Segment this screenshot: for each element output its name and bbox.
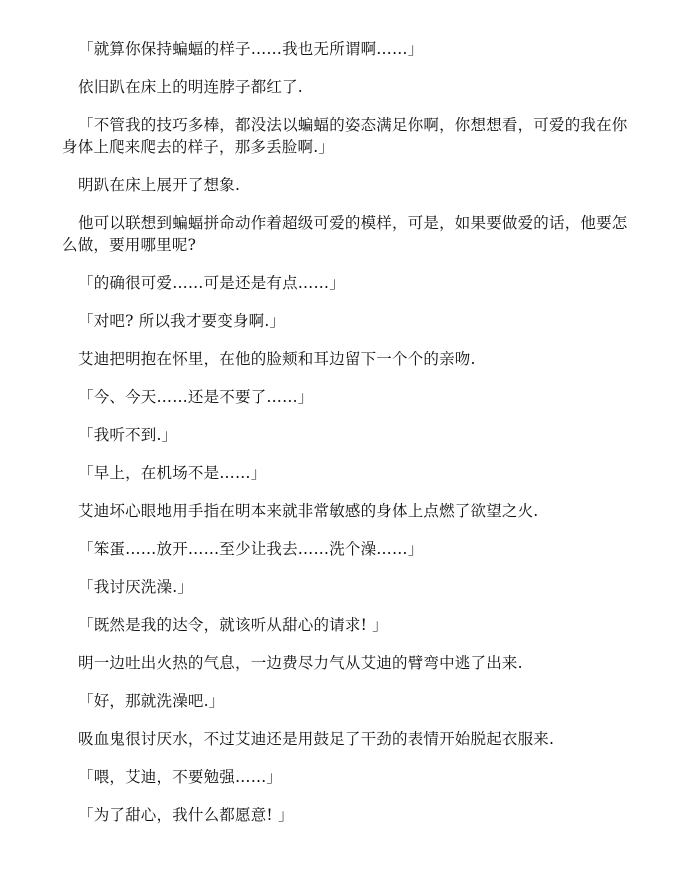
- body-text: [62, 38, 642, 842]
- paragraph-13: 「笨蛋……放开……至少让我去……洗个澡……」: [78, 540, 424, 558]
- paragraph-18: 吸血鬼很讨厌水，不过艾迪还是用鼓足了干劲的表情开始脱起衣服来.: [78, 730, 555, 748]
- paragraph-20: 「为了甜心，我什么都愿意! 」: [78, 806, 294, 824]
- paragraph-3: 「不管我的技巧多棒，都没法以蝙蝠的姿态满足你啊，你想想看，可爱的我在你身体上爬来爬去的样子，那多丢脸啊.」: [62, 116, 628, 156]
- paragraph-12: 艾迪坏心眼地用手指在明本来就非常敏感的身体上点燃了欲望之火.: [78, 502, 539, 520]
- paragraph-5: 他可以联想到蝙蝠拼命动作着超级可爱的模样，可是，如果要做爱的话，他要怎么做，要用哪里呢?: [62, 214, 628, 254]
- paragraph-8: 艾迪把明抱在怀里，在他的脸颊和耳边留下一个个的亲吻.: [78, 350, 476, 368]
- paragraph-11: 「早上，在机场不是……」: [78, 464, 267, 482]
- paragraph-1: 「就算你保持蝙蝠的样子……我也无所谓啊……」: [78, 40, 424, 58]
- paragraph-2: 依旧趴在床上的明连脖子都红了.: [78, 78, 303, 96]
- paragraph-14: 「我讨厌洗澡.」: [78, 578, 194, 596]
- paragraph-9: 「今、今天……还是不要了……」: [78, 388, 314, 406]
- paragraph-4: 明趴在床上展开了想象.: [78, 176, 241, 194]
- paragraph-15: 「既然是我的达令，就该听从甜心的请求! 」: [78, 616, 388, 634]
- paragraph-6: 「的确很可爱……可是还是有点……」: [78, 274, 345, 292]
- paragraph-10: 「我听不到.」: [78, 426, 178, 444]
- paragraph-16: 明一边吐出火热的气息，一边费尽力气从艾迪的臂弯中逃了出来.: [78, 654, 523, 672]
- paragraph-17: 「好，那就洗澡吧.」: [78, 692, 225, 710]
- paragraph-7: 「对吧? 所以我才要变身啊.」: [78, 312, 286, 330]
- paragraph-19: 「喂，艾迪，不要勉强……」: [78, 768, 283, 786]
